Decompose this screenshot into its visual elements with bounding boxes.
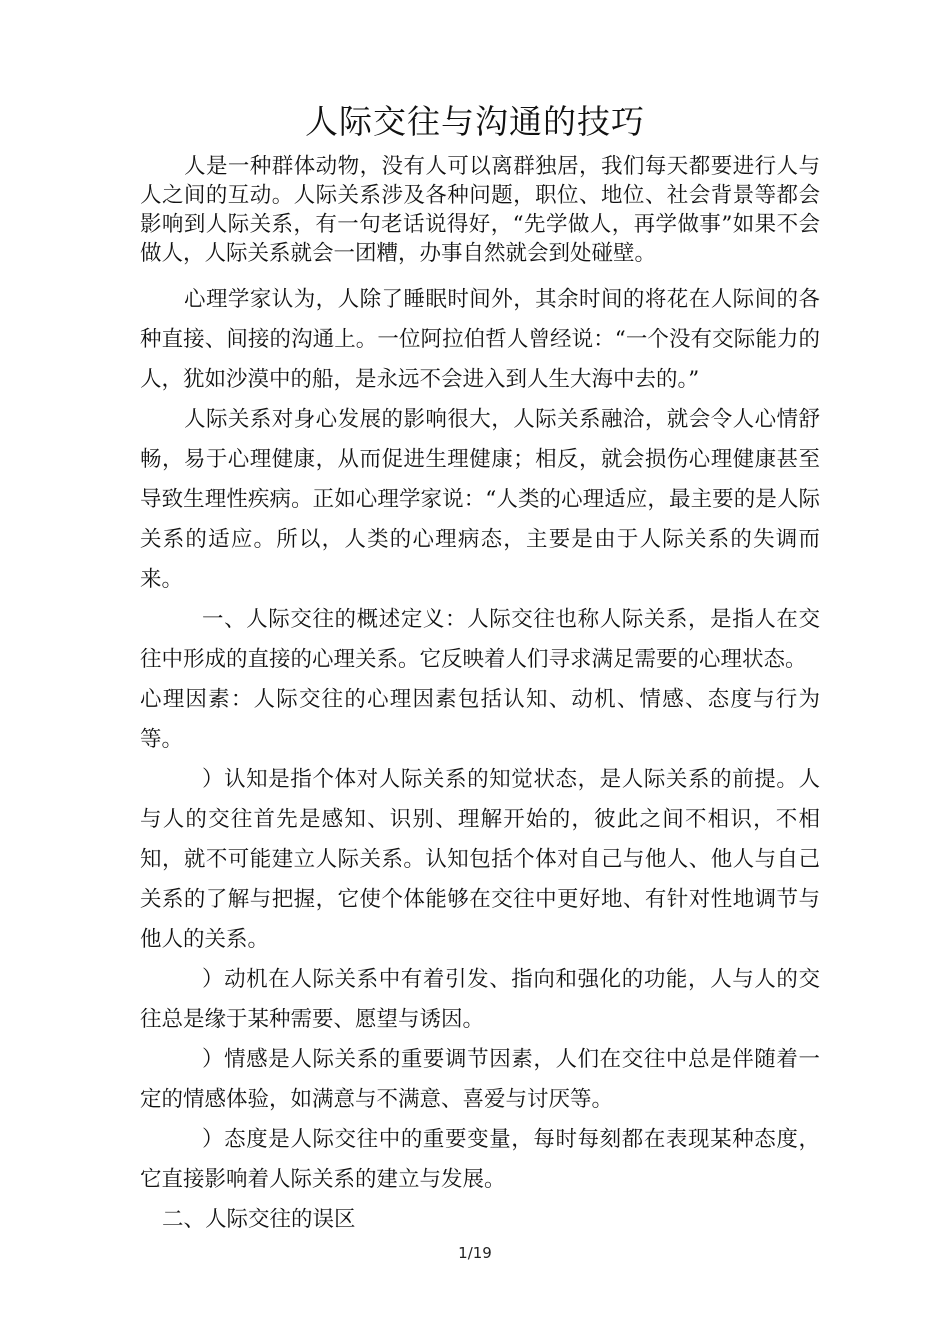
paragraph-influence: 人际关系对身心发展的影响很大，人际关系融洽，就会令人心情舒畅，易于心理健康，从而促进生理健康；相反，就会损伤心理健康甚至导致生理性疾病。正如心理学家说：“人类的心理适应，最主要的是人际关系的适应。所以，人类的心理病态，主要是由于人际关系的失调而来。 (140, 407, 820, 592)
document-body (140, 152, 820, 1240)
paragraph-definition: 一、人际交往的概述定义：人际交往也称人际关系，是指人在交往中形成的直接的心理关系。它反映着人们寻求满足需要的心理状态。 (140, 607, 820, 672)
page-number: 1/19 (458, 1244, 492, 1262)
paragraph-psychologist: 心理学家认为，人除了睡眠时间外，其余时间的将花在人际间的各种直接、间接的沟通上。一位阿拉伯哲人曾经说：“一个没有交际能力的人，犹如沙漠中的船，是永远不会进入到人生大海中去的。” (140, 287, 820, 392)
paragraph-intro: 人是一种群体动物，没有人可以离群独居，我们每天都要进行人与人之间的互动。人际关系涉及各种问题，职位、地位、社会背景等都会影响到人际关系，有一句老话说得好，“先学做人，再学做事”如果不会做人，人际关系就会一团糟，办事自然就会到处碰壁。 (140, 154, 820, 266)
paragraph-emotion: ）情感是人际关系的重要调节因素，人们在交往中总是伴随着一定的情感体验，如满意与不满意、喜爱与讨厌等。 (140, 1047, 820, 1112)
paragraph-cognition: ）认知是指个体对人际关系的知觉状态，是人际关系的前提。人与人的交往首先是感知、识别、理解开始的，彼此之间不相识，不相知，就不可能建立人际关系。认知包括个体对自己与他人、他人与自己关系的了解与把握，它使个体能够在交往中更好地、有针对性地调节与他人的关系。 (140, 767, 820, 952)
paragraph-attitude: ）态度是人际交往中的重要变量，每时每刻都在表现某种态度，它直接影响着人际关系的建立与发展。 (140, 1127, 820, 1192)
section-heading-misconceptions: 二、人际交往的误区 (162, 1207, 356, 1232)
paragraph-motivation: ）动机在人际关系中有着引发、指向和强化的功能，人与人的交往总是缘于某种需要、愿望与诱因。 (140, 967, 820, 1032)
paragraph-psych-factors: 心理因素：人际交往的心理因素包括认知、动机、情感、态度与行为等。 (140, 687, 820, 752)
document-title: 人际交往与沟通的技巧 (305, 102, 645, 141)
